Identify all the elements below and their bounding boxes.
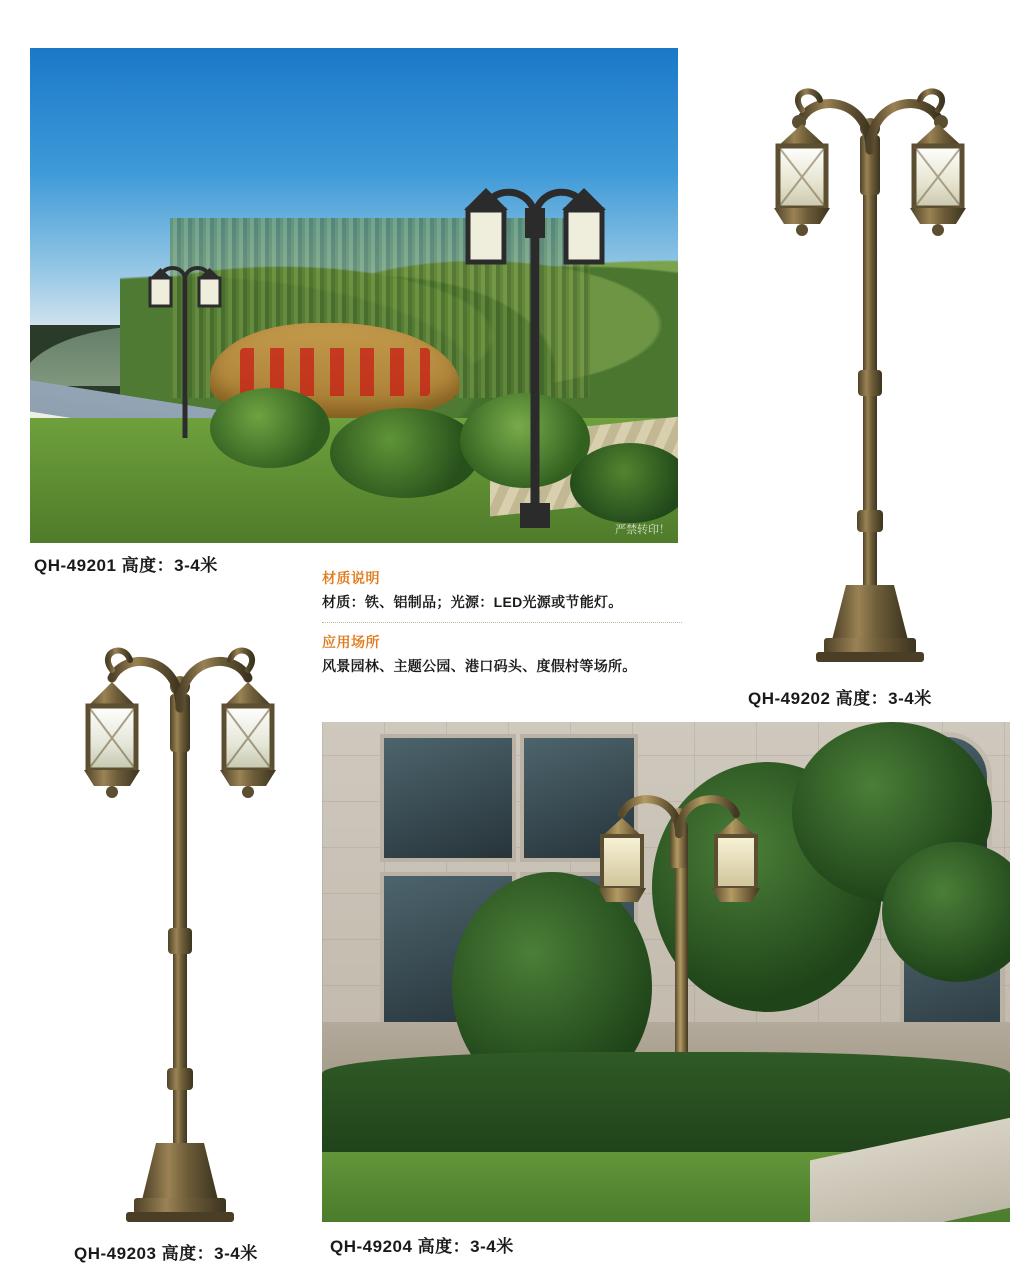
window (380, 734, 516, 862)
lamp-illustration (740, 40, 1000, 670)
caption-qh49202: QH-49202 高度：3-4米 (748, 689, 932, 708)
watermark-text: 严禁转印！ (615, 524, 670, 536)
material-title: 材质说明 (322, 570, 380, 586)
caption-qh49204: QH-49204 高度：3-4米 (330, 1237, 514, 1256)
product-photo-qh49201 (30, 48, 678, 543)
lamp-illustration (60, 608, 320, 1228)
product-figure-qh49202 (740, 40, 1000, 670)
background-lamp-post (130, 238, 240, 438)
divider (322, 622, 682, 623)
specifications-block (322, 568, 682, 676)
application-title: 应用场所 (322, 634, 380, 650)
product-figure-qh49203 (60, 608, 320, 1228)
product-photo-qh49204 (322, 722, 1010, 1222)
caption-qh49201: QH-49201 高度：3-4米 (34, 556, 218, 575)
caption-qh49203: QH-49203 高度：3-4米 (74, 1244, 258, 1263)
application-text: 风景园林、主题公园、港口码头、度假村等场所。 (322, 658, 637, 674)
material-text: 材质：铁、铝制品；光源：LED光源或节能灯。 (322, 594, 623, 610)
foreground-lamp-post (450, 148, 620, 528)
